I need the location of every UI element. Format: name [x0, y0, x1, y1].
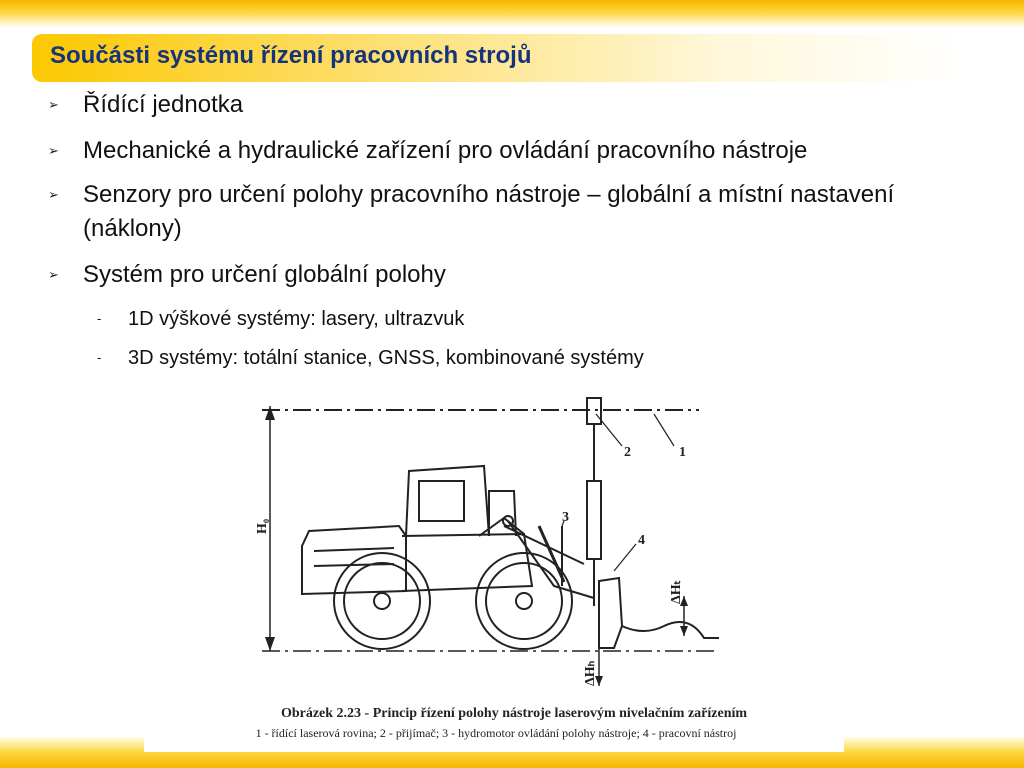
bullet-text: Senzory pro určení polohy pracovního nástroje – globální a místní nastavení (náklony): [83, 181, 895, 242]
arrow-bullet-icon: ➢: [48, 267, 59, 282]
arrow-bullet-icon: ➢: [48, 143, 59, 158]
dash-bullet-icon: -: [97, 311, 102, 326]
label-4: 4: [638, 533, 645, 548]
label-1: 1: [679, 445, 686, 460]
mast-tube: [587, 481, 601, 559]
blade: [599, 578, 622, 648]
top-decorative-band: [0, 0, 1024, 28]
sub-bullet-text: 1D výškové systémy: lasery, ultrazvuk: [128, 308, 465, 330]
label-delta-hh: ΔHₕ: [583, 660, 598, 686]
diagram-drawing: [144, 386, 844, 706]
dash-bullet-icon: -: [97, 350, 102, 365]
arrow-bullet-icon: ➢: [48, 97, 59, 112]
figure-caption-title: Obrázek 2.23 - Princip řízení polohy nástroje laserovým nivelačním zařízením: [280, 706, 748, 721]
bullet-text: Mechanické a hydraulické zařízení pro ovládání pracovního nástroje: [83, 137, 808, 164]
grader-laser-diagram: [144, 386, 844, 752]
cab-window: [419, 481, 464, 521]
label-delta-ht: ΔHₜ: [669, 580, 684, 604]
slide-title: Součásti systému řízení pracovních strojů: [50, 42, 532, 69]
rear-wheel: [334, 553, 430, 649]
engine-hood: [302, 526, 406, 594]
label-h0: H₀: [255, 518, 270, 534]
bullet-text: Řídící jednotka: [83, 91, 244, 118]
front-wheel: [476, 553, 572, 649]
sub-bullet-text: 3D systémy: totální stanice, GNSS, kombinované systémy: [128, 347, 644, 369]
label-2: 2: [624, 445, 631, 460]
bullet-text: Systém pro určení globální polohy: [83, 261, 446, 288]
figure-caption-legend: 1 - řídící laserová rovina; 2 - přijímač; 3 - hydromotor ovládání polohy nástroje; 4 - pracovní nástroj: [255, 726, 737, 740]
label-3: 3: [562, 510, 569, 525]
arrow-bullet-icon: ➢: [48, 187, 59, 202]
